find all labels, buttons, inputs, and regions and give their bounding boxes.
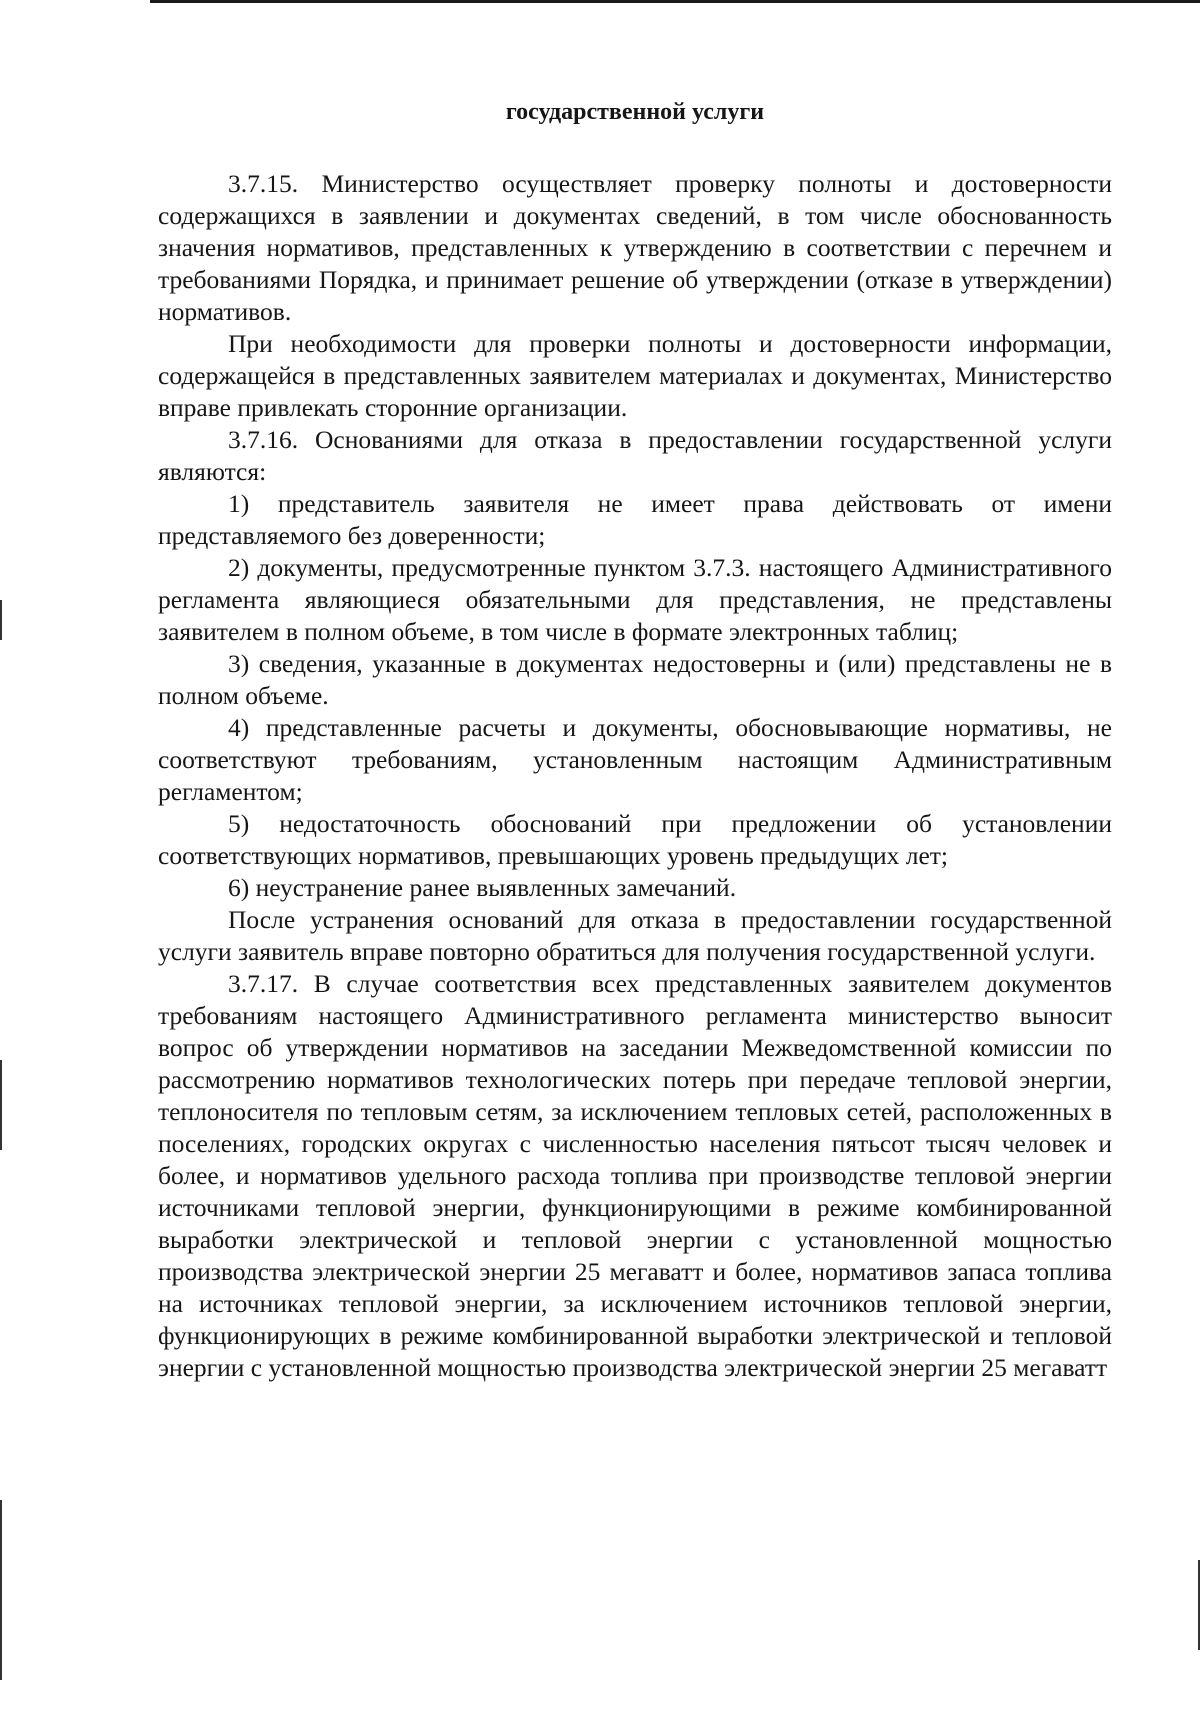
paragraph-3-7-17: 3.7.17. В случае соответствия всех представленных заявителем документов требованиям настоящего Административного регламента министерство выносит вопрос об утверждении нормативов на заседании Межведомственной комиссии по рассмотрению нормативов технологических потерь при передаче тепловой энергии, теплоносителя по тепловым сетям, за исключением тепловых сетей, расположенных в поселениях, городских округах с численностью населения пятьсот тысяч человек и более, и нормативов удельного расхода топлива при производстве тепловой энергии источниками тепловой энергии, функционирующими в режиме комбинированной выработки электрической и тепловой энергии с установленной мощностью производства электрической энергии 25 мегаватт и более, нормативов запаса топлива на источниках тепловой энергии, за исключением источников тепловой энергии, функционирующих в режиме комбинированной выработки электрической и тепловой энергии с установленной мощностью производства электрической энергии 25 мегаватт	[158, 969, 1112, 1382]
paragraph-3-7-16: 3.7.16. Основаниями для отказа в предоставлении государственной услуги являются:	[158, 425, 1112, 486]
refusal-ground-6: 6) неустранение ранее выявленных замечаний.	[228, 873, 737, 902]
scan-top-border	[150, 0, 1200, 3]
paragraph-reapplication: После устранения оснований для отказа в предоставлении государственной услуги заявитель вправе повторно обратиться для получения государственной услуги.	[158, 905, 1112, 966]
paragraph-3-7-15: 3.7.15. Министерство осуществляет проверку полноты и достоверности содержащихся в заявлении и документах сведений, в том числе обоснованность значения нормативов, представленных к утверждению в соответствии с перечнем и требованиями Порядка, и принимает решение об утверждении (отказе в утверждении) нормативов.	[158, 169, 1112, 326]
scan-left-edge-mark	[0, 600, 2, 640]
scan-left-edge-mark	[0, 1060, 2, 1150]
page-title: государственной услуги	[505, 99, 765, 125]
refusal-ground-2: 2) документы, предусмотренные пунктом 3.7.3. настоящего Административного регламента являющиеся обязательными для представления, не представлены заявителем в полном объеме, в том числе в формате электронных таблиц;	[158, 553, 1112, 646]
scan-left-edge-mark	[0, 1500, 2, 1680]
refusal-ground-3: 3) сведения, указанные в документах недостоверны и (или) представлены не в полном объеме.	[158, 649, 1112, 710]
paragraph-third-party-verification: При необходимости для проверки полноты и достоверности информации, содержащейся в представленных заявителем материалах и документах, Министерство вправе привлекать сторонние организации.	[158, 329, 1112, 422]
refusal-ground-4: 4) представленные расчеты и документы, обосновывающие нормативы, не соответствуют требованиям, установленным настоящим Административным регламентом;	[158, 713, 1112, 806]
refusal-ground-5: 5) недостаточность обоснований при предложении об установлении соответствующих нормативов, превышающих уровень предыдущих лет;	[158, 809, 1112, 870]
refusal-ground-1: 1) представитель заявителя не имеет права действовать от имени представляемого без доверенности;	[158, 489, 1112, 550]
document-page	[158, 94, 1112, 1384]
